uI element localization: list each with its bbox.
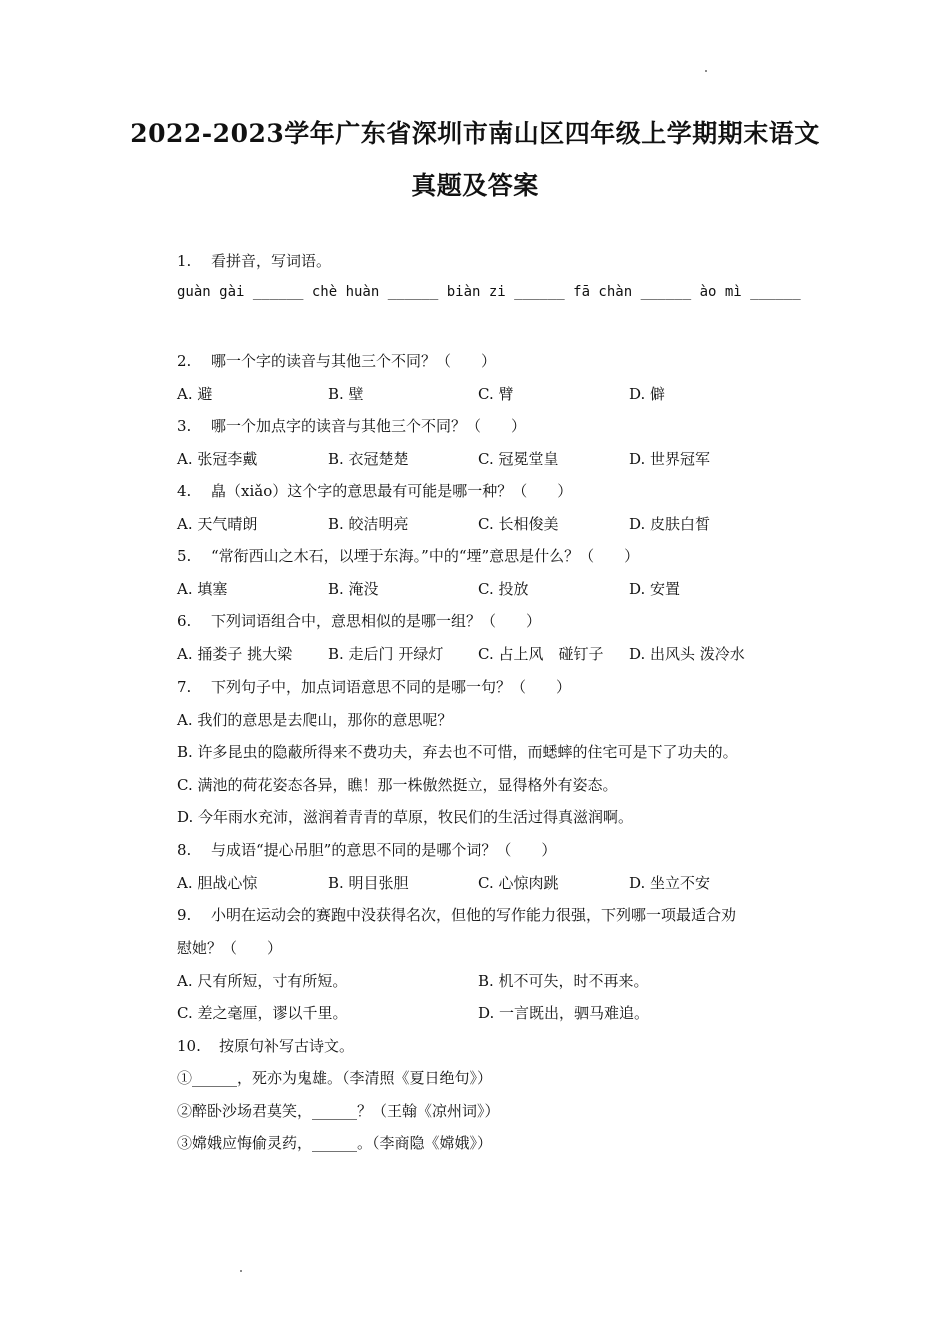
option-c: C. 投放: [478, 580, 529, 598]
option-d: D. 世界冠军: [629, 450, 711, 468]
option-a: A. 填塞: [177, 580, 228, 598]
question-number: 8.: [177, 841, 192, 859]
question-number: 2.: [177, 352, 192, 370]
option-d: D. 坐立不安: [629, 874, 711, 892]
question-7: [177, 676, 571, 697]
page-title-line1: 2022-2023学年广东省深圳市南山区四年级上学期期末语文: [130, 119, 820, 148]
question-number: 6.: [177, 612, 192, 630]
option-b: B. 淹没: [328, 580, 379, 598]
question-8: [177, 839, 556, 860]
poem-item-3: ③嫦娥应悔偷灵药，______。（李商隐《嫦娥》）: [177, 1134, 493, 1152]
question-text: 哪一个加点字的读音与其他三个不同？（ ）: [211, 417, 527, 435]
option-c: C. 长相俊美: [478, 515, 559, 533]
question-text: 哪一个字的读音与其他三个不同？（ ）: [211, 352, 497, 370]
question-9-continued: 慰她？（ ）: [177, 939, 283, 957]
question-number: 4.: [177, 482, 192, 500]
question-number: 5.: [177, 547, 192, 565]
poem-item-2: ②醉卧沙场君莫笑，______？（王翰《凉州词》）: [177, 1102, 500, 1120]
option-d: D. 僻: [629, 385, 666, 403]
option-c: C. 冠冕堂皇: [478, 450, 559, 468]
option-c: C. 臂: [478, 385, 514, 403]
option-a: A. 尺有所短，寸有所短。: [177, 972, 348, 990]
option-c: C. 满池的荷花姿态各异，瞧！那一株傲然挺立，显得格外有姿态。: [177, 776, 618, 794]
question-text: 按原句补写古诗文。: [219, 1037, 355, 1055]
scan-dot: [705, 70, 707, 72]
option-a: A. 我们的意思是去爬山，那你的意思呢？: [177, 711, 453, 729]
option-d: D. 安置: [629, 580, 681, 598]
option-a: A. 胆战心惊: [177, 874, 258, 892]
option-c: C. 差之毫厘，谬以千里。: [177, 1004, 348, 1022]
question-number: 10.: [177, 1037, 201, 1055]
option-d: D. 皮肤白皙: [629, 515, 711, 533]
option-b: B. 壁: [328, 385, 364, 403]
option-b: B. 明目张胆: [328, 874, 409, 892]
option-b: B. 皎洁明亮: [328, 515, 409, 533]
option-c: C. 占上风 碰钉子: [478, 645, 604, 663]
question-number: 7.: [177, 678, 192, 696]
question-6: [177, 610, 541, 631]
option-d: D. 出风头 泼冷水: [629, 645, 745, 663]
poem-item-1: ①______，死亦为鬼雄。（李清照《夏日绝句》）: [177, 1069, 493, 1087]
question-3: [177, 415, 526, 436]
page-title-line2: 真题及答案: [411, 171, 539, 200]
option-b: B. 机不可失，时不再来。: [478, 972, 649, 990]
pinyin-line: guàn gài ______ chè huàn ______ biàn zi ______ fā chàn ______ ào mì ______: [177, 284, 801, 300]
option-b: B. 衣冠楚楚: [328, 450, 409, 468]
option-a: A. 天气晴朗: [177, 515, 258, 533]
option-d: D. 今年雨水充沛，滋润着青青的草原，牧民们的生活过得真滋润啊。: [177, 808, 634, 826]
question-text: “常衔西山之木石，以堙于东海。”中的“堙”意思是什么？（ ）: [211, 547, 640, 565]
option-d: D. 一言既出，驷马难追。: [478, 1004, 650, 1022]
question-text: 与成语“提心吊胆”的意思不同的是哪个词？（ ）: [211, 841, 557, 859]
question-text: 下列词语组合中，意思相似的是哪一组？（ ）: [211, 612, 542, 630]
question-1: [177, 250, 331, 271]
question-text: 下列句子中，加点词语意思不同的是哪一句？（ ）: [211, 678, 572, 696]
option-a: A. 避: [177, 385, 213, 403]
question-text: 看拼音，写词语。: [211, 252, 332, 270]
question-9: [177, 904, 736, 925]
question-text: 小明在运动会的赛跑中没获得名次，但他的写作能力很强，下列哪一项最适合劝: [211, 906, 737, 924]
question-4: [177, 480, 572, 501]
question-number: 3.: [177, 417, 192, 435]
option-c: C. 心惊肉跳: [478, 874, 559, 892]
question-number: 1.: [177, 252, 192, 270]
question-5: [177, 545, 639, 566]
question-10: [177, 1035, 354, 1056]
question-number: 9.: [177, 906, 192, 924]
option-b: B. 许多昆虫的隐蔽所得来不费功夫，弃去也不可惜，而蟋蟀的住宅可是下了功夫的。: [177, 743, 738, 761]
option-a: A. 捅娄子 挑大梁: [177, 645, 293, 663]
option-a: A. 张冠李戴: [177, 450, 258, 468]
question-text: 皛（xiǎo）这个字的意思最有可能是哪一种？（ ）: [211, 482, 573, 500]
option-b: B. 走后门 开绿灯: [328, 645, 444, 663]
scan-dot: [240, 1270, 242, 1272]
question-2: [177, 350, 496, 371]
